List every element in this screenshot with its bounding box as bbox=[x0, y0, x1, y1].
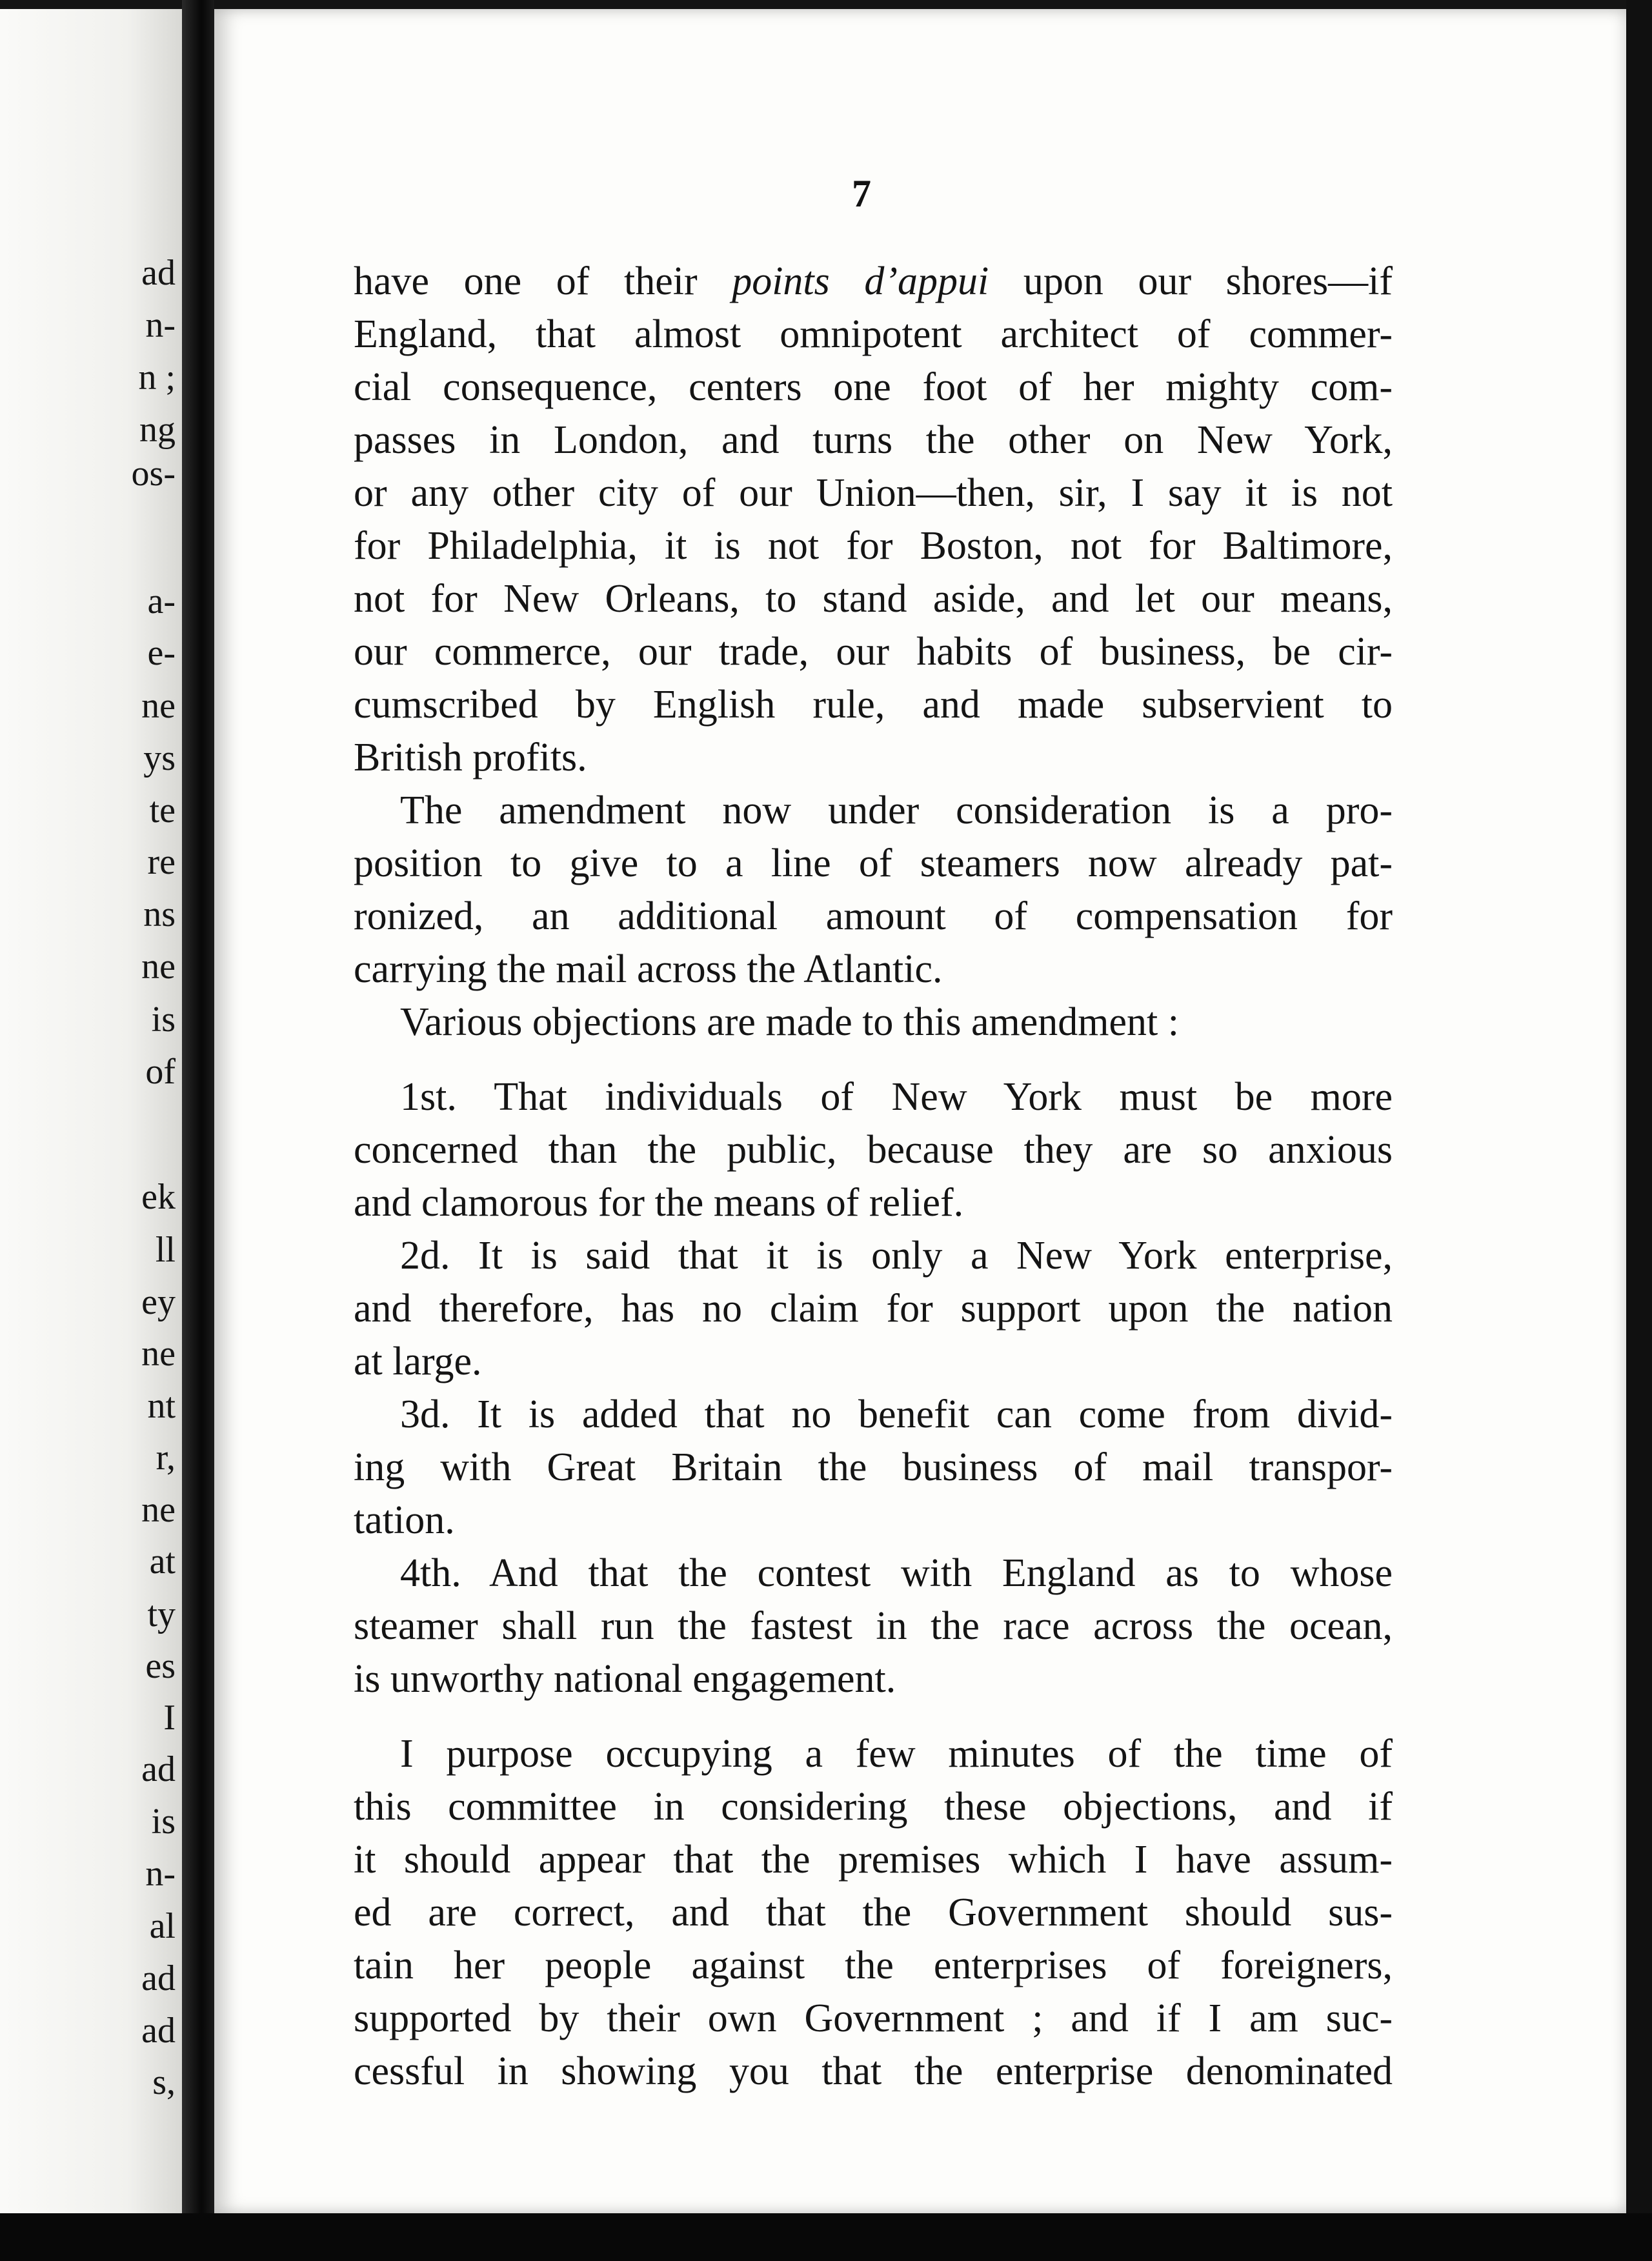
left-page-text-fragment: ty bbox=[147, 1594, 176, 1634]
text-line: and clamorous for the means of relief. bbox=[354, 1181, 964, 1225]
text-line: not for New Orleans, to stand aside, and let our means, bbox=[354, 577, 1393, 621]
text-line: supported by their own Government ; and if I am suc- bbox=[354, 1996, 1393, 2040]
objection-item bbox=[354, 1388, 1393, 1547]
italic-phrase: points d’appui bbox=[732, 259, 989, 303]
left-page-text-fragment: ad bbox=[141, 1749, 176, 1789]
left-page-text-fragment: ad bbox=[141, 2011, 176, 2051]
left-page-fragment bbox=[0, 9, 182, 2216]
text-line: position to give to a line of steamers now already pat- bbox=[354, 841, 1393, 885]
paragraph bbox=[354, 784, 1393, 996]
paragraph bbox=[354, 255, 1393, 784]
left-page-text-fragment: ey bbox=[141, 1282, 176, 1322]
text-line: carrying the mail across the Atlantic. bbox=[354, 947, 943, 991]
text-line: tain her people against the enterprises of foreigners, bbox=[354, 1944, 1393, 1987]
page-number: 7 bbox=[852, 172, 871, 215]
text-line: cessful in showing you that the enterprise denominated bbox=[354, 2049, 1393, 2093]
text-line: this committee in considering these objections, and if bbox=[354, 1785, 1393, 1829]
text-line: ed are correct, and that the Government should sus- bbox=[354, 1891, 1393, 1934]
paragraph-gap bbox=[354, 1049, 1393, 1070]
left-page-text-fragment: e- bbox=[147, 633, 176, 673]
text-line: it should appear that the premises which I have assum- bbox=[354, 1838, 1393, 1882]
text-line: our commerce, our trade, our habits of business, be cir- bbox=[354, 630, 1393, 674]
left-page-text-fragment: os- bbox=[131, 454, 176, 494]
bottom-border bbox=[0, 2213, 1652, 2261]
page-body-text bbox=[354, 255, 1393, 2098]
text-line bbox=[354, 255, 1393, 308]
paragraph-gap bbox=[354, 1705, 1393, 1727]
text-line: cial consequence, centers one foot of her mighty com- bbox=[354, 365, 1393, 409]
left-page-text-fragment: ll bbox=[155, 1230, 176, 1270]
text-line: concerned than the public, because they are so anxious bbox=[354, 1128, 1393, 1172]
left-page-text-fragment: te bbox=[149, 790, 176, 830]
text-line: The amendment now under consideration is a pro- bbox=[400, 789, 1393, 832]
text-line: passes in London, and turns the other on New York, bbox=[354, 418, 1393, 462]
left-page-text-fragment: a- bbox=[147, 581, 176, 621]
text-line: I purpose occupying a few minutes of the time of bbox=[400, 1732, 1393, 1776]
paragraph bbox=[354, 1727, 1393, 2098]
objection-item bbox=[354, 1229, 1393, 1388]
text-line: 1st. That individuals of New York must be more bbox=[400, 1075, 1393, 1119]
text-line: ronized, an additional amount of compensation for bbox=[354, 894, 1393, 938]
left-page-text-fragment: re bbox=[147, 842, 176, 882]
left-page-text-fragment: at bbox=[149, 1542, 176, 1582]
left-page-text-fragment: s, bbox=[152, 2062, 176, 2102]
left-page-text-fragment: ys bbox=[143, 738, 176, 778]
text-line: Various objections are made to this amendment : bbox=[400, 1000, 1179, 1044]
book-gutter bbox=[182, 0, 214, 2261]
left-page-text-fragment: ng bbox=[139, 410, 176, 450]
left-page-text-fragment: nt bbox=[147, 1386, 176, 1426]
text-line: or any other city of our Union—then, sir, I say it is not bbox=[354, 471, 1393, 515]
left-page-text-fragment: is bbox=[151, 1000, 176, 1040]
left-page-text-fragment: I bbox=[163, 1698, 176, 1738]
left-page-text-fragment: es bbox=[145, 1646, 176, 1686]
left-page-text-fragment: ek bbox=[141, 1177, 176, 1217]
text-line: tation. bbox=[354, 1498, 455, 1542]
left-page-text-fragment: ne bbox=[141, 1334, 176, 1374]
text-line: at large. bbox=[354, 1340, 482, 1383]
left-page-text-fragment: ad bbox=[141, 1958, 176, 1998]
right-page-edge bbox=[1626, 0, 1652, 2261]
left-page-text-fragment: ne bbox=[141, 947, 176, 987]
text-line: 2d. It is said that it is only a New York enterprise, bbox=[400, 1234, 1393, 1278]
left-page-text-fragment: n- bbox=[145, 305, 176, 345]
left-page-text-fragment: ne bbox=[141, 1490, 176, 1530]
left-page-text-fragment: of bbox=[145, 1052, 176, 1092]
text-line: 3d. It is added that no benefit can come from divid- bbox=[400, 1392, 1393, 1436]
left-page-text-fragment: n- bbox=[145, 1854, 176, 1894]
text-line: steamer shall run the fastest in the race across the ocean, bbox=[354, 1604, 1393, 1648]
left-page-text-fragment: r, bbox=[156, 1438, 176, 1478]
left-page-text-fragment: is bbox=[151, 1802, 176, 1842]
text-line: British profits. bbox=[354, 736, 587, 779]
left-page-text-fragment: ne bbox=[141, 686, 176, 726]
text-line: ing with Great Britain the business of mail transpor- bbox=[354, 1445, 1393, 1489]
text-line: England, that almost omnipotent architect of commer- bbox=[354, 312, 1393, 356]
text-line: is unworthy national engagement. bbox=[354, 1657, 896, 1701]
left-page-text-fragment: n ; bbox=[138, 357, 176, 397]
left-page-text-fragment: ad bbox=[141, 253, 176, 293]
left-page-text-fragment: ns bbox=[143, 894, 176, 934]
left-page-text-fragment: al bbox=[149, 1906, 176, 1946]
text-line: cumscribed by English rule, and made subservient to bbox=[354, 683, 1393, 727]
text-line: 4th. And that the contest with England as to whose bbox=[400, 1551, 1393, 1595]
paragraph bbox=[354, 996, 1393, 1049]
text-line: for Philadelphia, it is not for Boston, not for Baltimore, bbox=[354, 524, 1393, 568]
objection-item bbox=[354, 1070, 1393, 1229]
text-run: have one of their bbox=[354, 259, 732, 303]
objection-item bbox=[354, 1547, 1393, 1705]
text-line: and therefore, has no claim for support upon the nation bbox=[354, 1287, 1393, 1331]
text-run: upon our shores—if bbox=[989, 259, 1393, 303]
